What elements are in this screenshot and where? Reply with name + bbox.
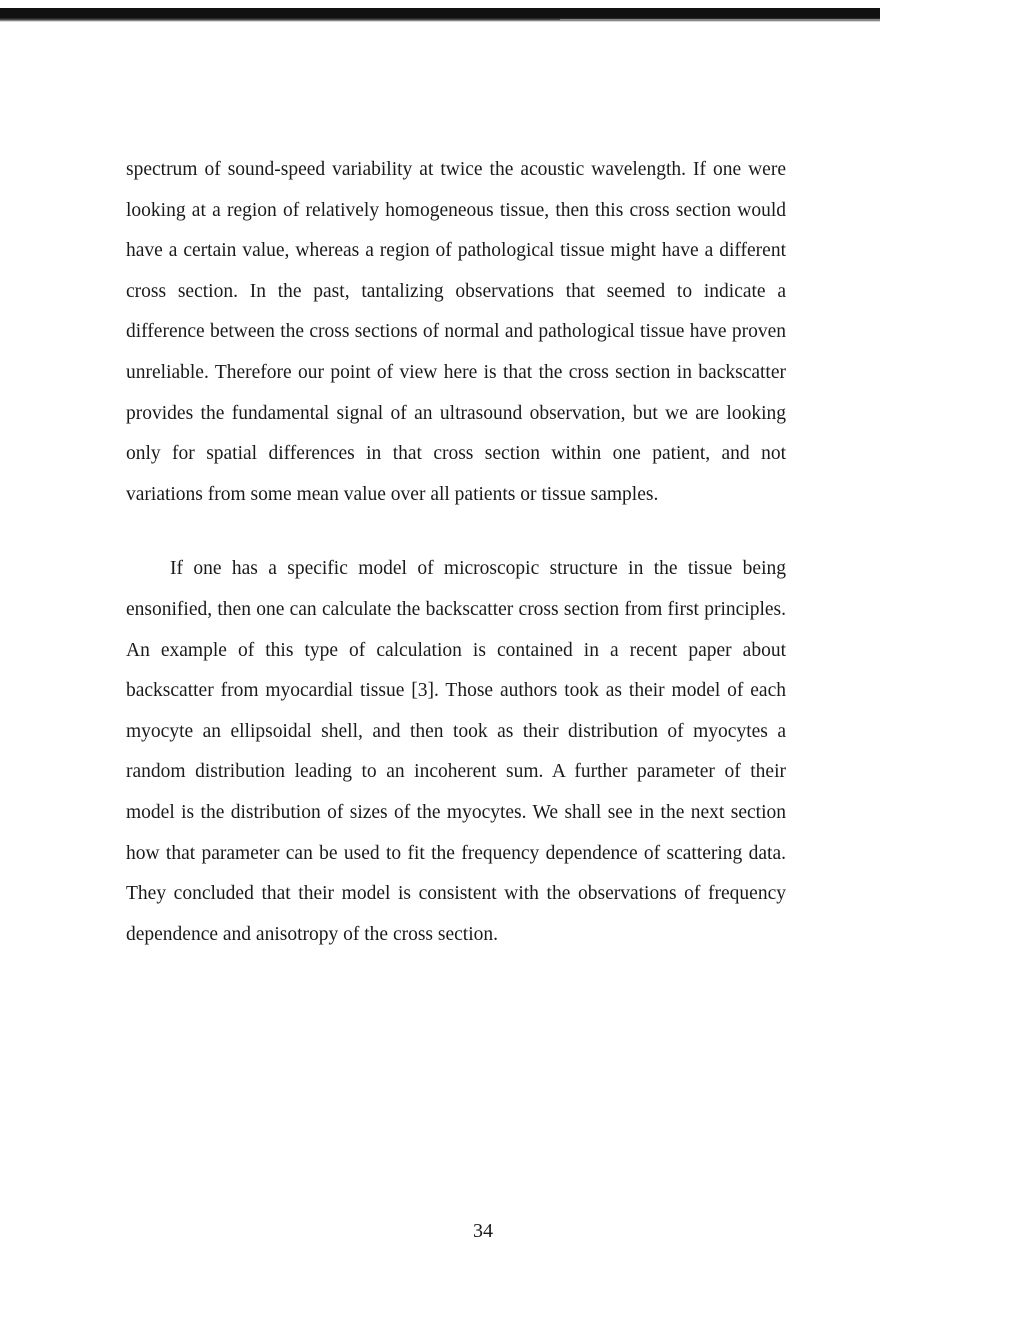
paragraph-1: spectrum of sound-speed variability at twice the acoustic wavelength. If one were looking at a region of relatively homogeneous tissue, then this cross section would have a certain value, whereas a region of pathological tissue might have a different cross section. In the past, tantalizing observations that seemed to indicate a difference between the cross sections of normal and pathological tissue have proven unreliable. Therefore our point of view here is that the cross section in backscatter provides the fundamental signal of an ultrasound observation, but we are looking only for spatial differences in that cross section within one patient, and not variations from some mean value over all patients or tissue samples. <box>126 159 786 505</box>
page-body <box>126 150 786 955</box>
page-number: 34 <box>473 1220 493 1242</box>
scan-edge-line <box>560 19 880 21</box>
paragraph-2: If one has a specific model of microscopic structure in the tissue being ensonified, then one can calculate the backscatter cross section from first principles. An example of this type of calculation is contained in a recent paper about backscatter from myocardial tissue [3]. Those authors took as their model of each myocyte an ellipsoidal shell, and then took as their distribution of myocytes a random distribution leading to an incoherent sum. A further parameter of their model is the distribution of sizes of the myocytes. We shall see in the next section how that parameter can be used to fit the frequency dependence of scattering data. They concluded that their model is consistent with the observations of frequency dependence and anisotropy of the cross section. <box>126 558 786 945</box>
